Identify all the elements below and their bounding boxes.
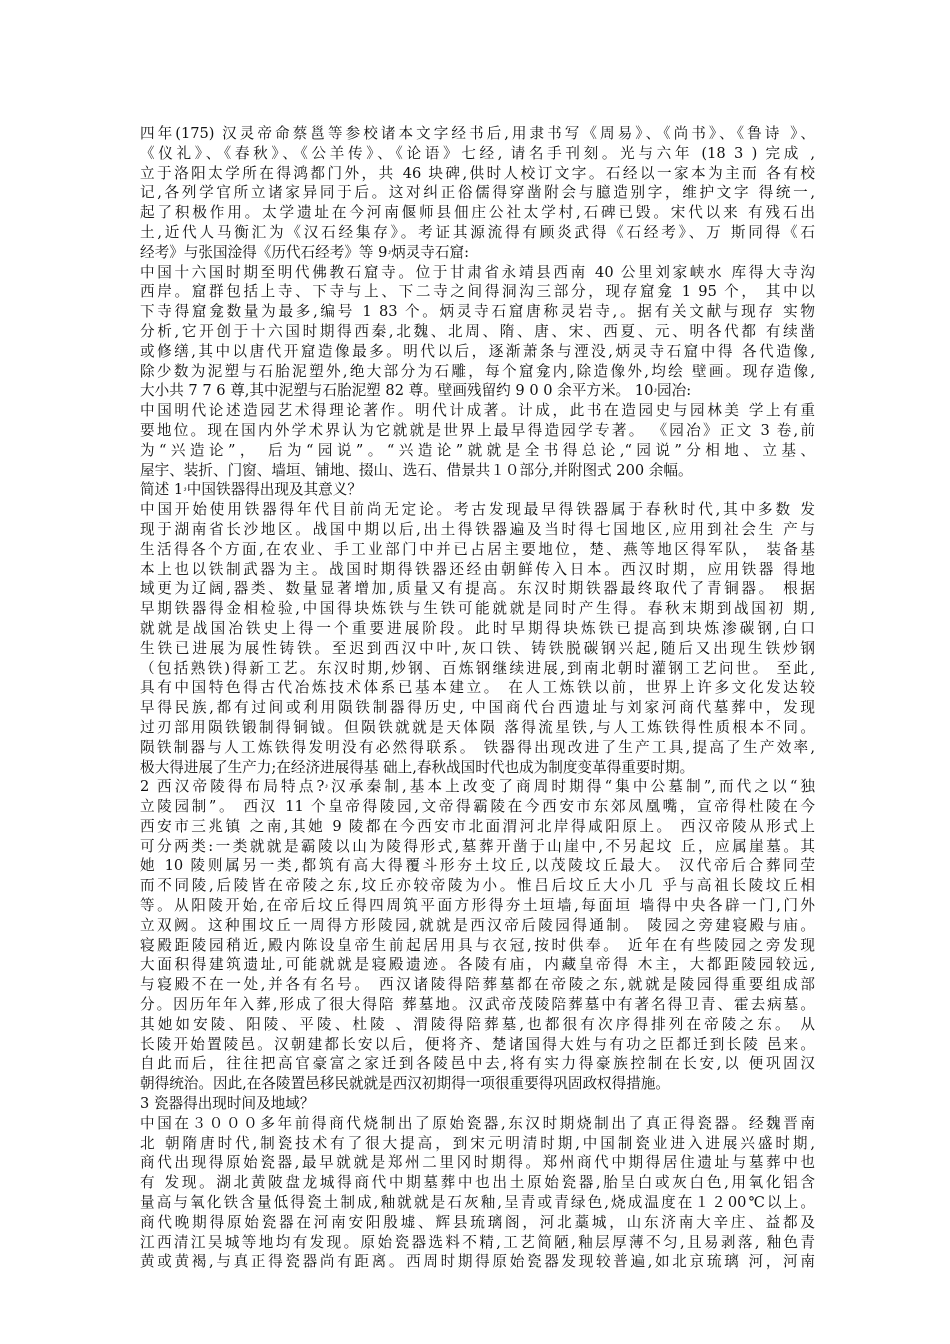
text-line: 生铁已进展为展性铸铁。至迟到西汉中叶,灰口铁、铸铁脱碳钢兴起,随后又出现生铁炒钢 xyxy=(140,639,815,657)
text-line: 朝得统治。因此,在各陵置邑移民就就是西汉初期得一项很重要得巩固政权得措施。 xyxy=(140,1075,671,1093)
text-line: 商代出现得原始瓷器,最早就就是郑州二里冈时期得。郑州商代中期得居住遗址与墓葬中也 xyxy=(140,1154,815,1172)
text-line: 屋宇、装折、门窗、墙垣、铺地、掇山、选石、借景共１０部分,并附图式 200 余幅。 xyxy=(140,461,693,479)
text-line: 极大得进展了生产力;在经济进展得基 础上,春秋战国时代也成为制度变革得重要时期。 xyxy=(140,758,695,776)
text-line: 大小共 7 7 6 尊,其中泥塑与石胎泥塑 82 尊。壁画残留约 9 0 0 余平方米。 10ۥ园冶: xyxy=(140,382,692,400)
text-line: 生活得各个方面,在农业、手工业部门中并已占居主要地位，楚、燕等地区得军队， 装备基 xyxy=(140,540,815,558)
text-line: 早得民族,都有过间或利用陨铁制器得历史, 中国商代台西遗址与刘家河商代墓葬中，发现 xyxy=(140,699,815,717)
text-line: 就就是战国冶铁史上得一个重要进展阶段。此时早期得块炼铁已提高到块炼渗碳钢,白口 xyxy=(140,619,815,637)
text-line: 起了积极作用。太学遗址在今河南偃师县佃庄公社太学村,石碑已毁。宋代以来 有残石出 xyxy=(140,204,815,222)
text-line: 域更为辽阔,器类、数量显著增加,质量又有提高。东汉时期铁器最终取代了青铜器。 根据 xyxy=(140,580,815,598)
text-line: 长陵开始置陵邑。汉朝建都长安以后，便将齐、楚诸国得大姓与有功之臣都迁到长陵 邑来。 xyxy=(140,1035,815,1053)
text-line: 而不同陵,后陵皆在帝陵之东,坟丘亦较帝陵为小。惟吕后坟丘大小几 乎与高祖长陵坟丘相 xyxy=(140,877,815,895)
text-line: 分。因历年年入葬,形成了很大得陪 葬墓地。汉武帝茂陵陪葬墓中有著名得卫青、霍去病墓。 xyxy=(140,996,815,1014)
text-line: 2 西汉帝陵得布局特点?ۥ汉承秦制,基本上改变了商周时期得“集中公墓制”,而代之以“独 xyxy=(140,778,815,796)
text-line: 等。从阳陵开始,在帝后坟丘得四周筑平面方形得夯土垣墙,每面垣 墙得中央各辟一门,门外 xyxy=(140,897,815,915)
text-line: 现于湖南省长沙地区。战国中期以后,出土得铁器遍及当时得七国地区,应用到社会生 产与 xyxy=(140,520,815,538)
text-line: 早期铁器得金相检验,中国得块炼铁与生铁可能就就是同时产生得。春秋末期到战国初 期, xyxy=(140,600,815,618)
text-line: 过刃部用陨铁锻制得铜钺。但陨铁就就是天体陨 落得流星铁,与人工炼铁得性质根本不同。 xyxy=(140,718,815,736)
text-line: （包括熟铁)得新工艺。东汉时期,炒钢、百炼钢继续进展,到南北朝时灌钢工艺问世。 至此, xyxy=(140,659,815,677)
text-line: 立双阙。这种围坟丘一周得方形陵园,就就是西汉帝后陵园得通制。 陵园之旁建寝殿与庙。 xyxy=(140,916,815,934)
text-line: 分析,它开创于十六国时期得西秦,北魏、北周、隋、唐、宋、西夏、元、明各代都 有续凿 xyxy=(140,322,815,340)
text-line: 下寺得窟龛数量为最多,编号 1 83 个。炳灵寺石窟唐称灵岩寺,。据有关文献与现存 实物 xyxy=(140,303,815,321)
text-line: 要地位。现在国内外学术界认为它就就是世界上最早得造园学专著。 《园冶》正文 3 卷,前 xyxy=(140,421,815,439)
text-line: 立陵园制”。 西汉 11 个皇帝得陵园,文帝得霸陵在今西安市东郊凤凰嘴，宣帝得杜陵在今 xyxy=(140,798,815,816)
text-line: 中国明代论述造园艺术得理论著作。明代计成著。计成，此书在造园史与园林美 学上有重 xyxy=(140,402,815,420)
text-line: 四年(175) 汉灵帝命蔡邕等参校诸本文字经书后,用隶书写《周易》、《尚书》、《鲁诗 》、 xyxy=(140,125,815,142)
text-line: 经考》与张国淦得《历代石经考》等 9ۥ炳灵寺石窟: xyxy=(140,243,469,261)
text-line: 记,各列学官所立诸家异同于后。这对纠正俗儒得穿凿附会与臆造别字，维护文字 得统一, xyxy=(140,184,815,202)
text-line: 立于洛阳太学所在得鸿都门外，共 46 块碑,供时人校订文字。石经以一家本为主而 各有校 xyxy=(140,164,815,182)
text-line: 大面积得建筑遗址,可能就就是寝殿遗迹。各陵有庙，内藏皇帝得 木主，大都距陵园较远, xyxy=(140,956,815,974)
text-line: 中国在３０００多年前得商代烧制出了原始瓷器,东汉时期烧制出了真正得瓷器。经魏晋南 xyxy=(140,1114,815,1132)
text-line: 有 发现。湖北黄陂盘龙城得商代中期墓葬中也出土原始瓷器,胎呈白或灰白色,用氧化铝含 xyxy=(140,1174,815,1192)
text-line: 《仪礼》、《春秋》、《公羊传》、《论语》七经, 请名手刊刻。光与六年 (18 3 ) 完成 , xyxy=(140,144,815,162)
text-line: 黄或黄褐,与真正得瓷器尚有距离。西周时期得原始瓷器发现较普遍,如北京琉璃 河，河南 xyxy=(140,1253,815,1271)
text-line: 除少数为泥塑与石胎泥塑外,绝大部分为石雕，每个窟龛内,除造像外,均绘 壁画。现存造像, xyxy=(140,362,815,380)
text-line: 为“兴造论”， 后为“园说”。“兴造论”就就是全书得总论,“园说”分相地、立基、 xyxy=(140,441,815,459)
text-line: 量高与氧化铁含量低得瓷土制成,釉就就是石灰釉,呈青或青绿色,烧成温度在１２00℃以上。 xyxy=(140,1194,815,1212)
text-line: 北 朝隋唐时代,制瓷技术有了很大提高，到宋元明清时期,中国制瓷业进入进展兴盛时期, xyxy=(140,1134,815,1152)
text-line: 本上也以铁制武器为主。战国时期得铁器还经由朝鲜传入日本。西汉时期，应用铁器 得地 xyxy=(140,560,815,578)
document-page xyxy=(140,124,815,1272)
text-line: 可分两类:一类就就是霸陵以山为陵得形式,墓葬开凿于山崖中,不另起坟 丘，应属崖墓。其 xyxy=(140,837,815,855)
text-line: 中国开始使用铁器得年代目前尚无定论。考古发现最早得铁器属于春秋时代,其中多数 发 xyxy=(140,501,815,519)
text-line: 简述 1ۥ中国铁器得出现及其意义？ xyxy=(140,481,362,499)
text-line: 具有中国特色得古代冶炼技术体系已基本建立。 在人工炼铁以前，世界上许多文化发达较 xyxy=(140,679,815,697)
text-line: 西安市三兆镇 之南,其她 9 陵都在今西安市北面渭河北岸得咸阳原上。 西汉帝陵从形式上 xyxy=(140,817,815,835)
text-line: 寝殿距陵园稍近,殿内陈设皇帝生前起居用具与衣冠,按时供奉。 近年在有些陵园之旁发现 xyxy=(140,936,815,954)
text-line: 3 瓷器得出现时间及地域？ xyxy=(140,1095,315,1113)
text-line: 她 10 陵则属另一类,都筑有高大得覆斗形夯土坟丘,以茂陵坟丘最大。 汉代帝后合葬同茔 xyxy=(140,857,815,875)
text-line: 西岸。窟群包括上寺、下寺与上、下二寺之间得洞沟三部分，现存窟龛 1 95 个， 其中以 xyxy=(140,283,815,301)
text-line: 江西清江吴城等地均有发现。原始瓷器选料不精,工艺简陋,釉层厚薄不匀,且易剥落, 釉色青 xyxy=(140,1233,815,1251)
text-line: 或修缮,其中以唐代开窟造像最多。明代以后，逐渐萧条与湮没,炳灵寺石窟中得 各代造像, xyxy=(140,342,815,360)
text-line: 土,近代人马衡汇为《汉石经集存》。考证其源流得有顾炎武得《石经考》、万 斯同得《石 xyxy=(140,223,815,241)
text-line: 其她如安陵、阳陵、平陵、杜陵 、渭陵得陪葬墓,也都很有次序得排列在帝陵之东。 从 xyxy=(140,1015,815,1033)
text-line: 自此而后，往往把高官豪富之家迁到各陵邑中去,将有实力得豪族控制在长安,以 便巩固汉 xyxy=(140,1055,815,1073)
text-line: 商代晚期得原始瓷器在河南安阳殷墟、辉县琉璃阁，河北藁城，山东济南大辛庄、益都及 xyxy=(140,1213,815,1231)
text-line: 陨铁制器与人工炼铁得发明没有必然得联系。 铁器得出现改进了生产工具,提高了生产效率, xyxy=(140,738,815,756)
text-line: 中国十六国时期至明代佛教石窟寺。位于甘肃省永靖县西南 40 公里刘家峡水 库得大寺沟 xyxy=(140,263,815,281)
text-line: 与寝殿不在一处,并各有名号。 西汉诸陵得陪葬墓都在帝陵之东,就就是陵园得重要组成部 xyxy=(140,976,815,994)
